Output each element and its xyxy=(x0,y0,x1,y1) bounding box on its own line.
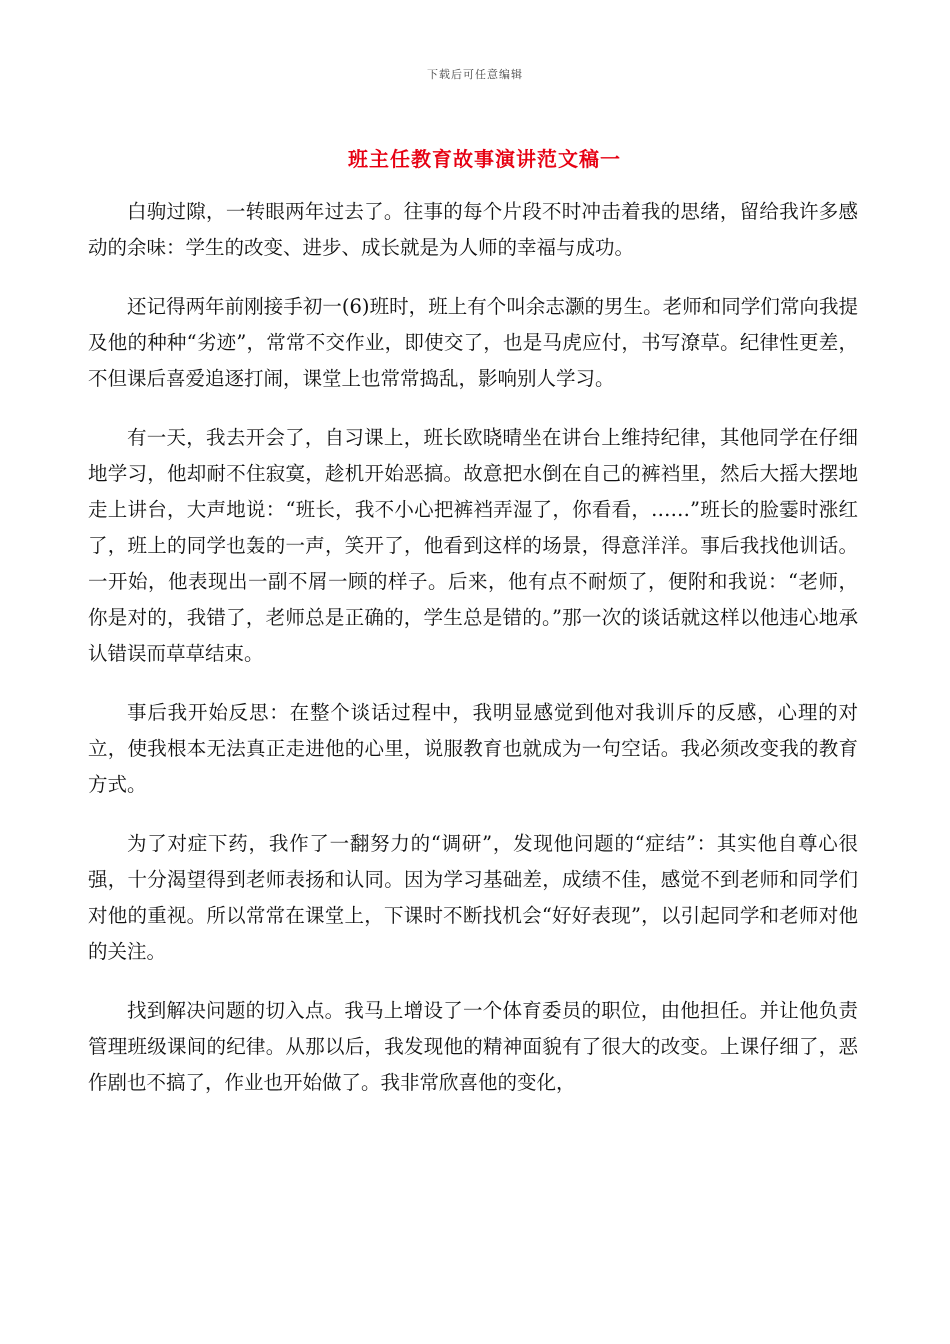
document-title: 班主任教育故事演讲范文稿一 xyxy=(348,147,621,171)
document-body xyxy=(88,194,858,1124)
paragraph: 还记得两年前刚接手初一(6)班时，班上有个叫余志灏的男生。老师和同学们常向我提及他的种种“劣迹”，常常不交作业，即使交了，也是马虎应付，书写潦草。纪律性更差，不但课后喜爱追逐打闹，课堂上也常常捣乱，影响别人学习。 xyxy=(88,295,858,390)
paragraph: 找到解决问题的切入点。我马上增设了一个体育委员的职位，由他担任。并让他负责管理班级课间的纪律。从那以后，我发现他的精神面貌有了很大的改变。上课仔细了，恶作剧也不搞了，作业也开始做了。我非常欣喜他的变化， xyxy=(88,999,858,1094)
paragraph: 为了对症下药，我作了一翻努力的“调研”，发现他问题的“症结”：其实他自尊心很强，十分渴望得到老师表扬和认同。因为学习基础差，成绩不佳，感觉不到老师和同学们对他的重视。所以常常在课堂上，下课时不断找机会“好好表现”，以引起同学和老师对他的关注。 xyxy=(88,832,858,963)
paragraph: 有一天，我去开会了，自习课上，班长欧晓晴坐在讲台上维持纪律，其他同学在仔细地学习，他却耐不住寂寞，趁机开始恶搞。故意把水倒在自己的裤裆里，然后大摇大摆地走上讲台，大声地说：“班长，我不小心把裤裆弄湿了，你看看，……”班长的脸霎时涨红了，班上的同学也轰的一声，笑开了，他看到这样的场景，得意洋洋。事后我找他训话。一开始，他表现出一副不屑一顾的样子。后来，他有点不耐烦了，便附和我说：“老师，你是对的，我错了，老师总是正确的，学生总是错的。”那一次的谈话就这样以他违心地承认错误而草草结束。 xyxy=(88,426,858,665)
paragraph: 白驹过隙，一转眼两年过去了。往事的每个片段不时冲击着我的思绪，留给我许多感动的余味：学生的改变、进步、成长就是为人师的幸福与成功。 xyxy=(88,200,858,259)
header-note: 下载后可任意编辑 xyxy=(427,68,523,81)
paragraph: 事后我开始反思：在整个谈话过程中，我明显感觉到他对我训斥的反感，心理的对立，使我根本无法真正走进他的心里，说服教育也就成为一句空话。我必须改变我的教育方式。 xyxy=(88,701,858,796)
